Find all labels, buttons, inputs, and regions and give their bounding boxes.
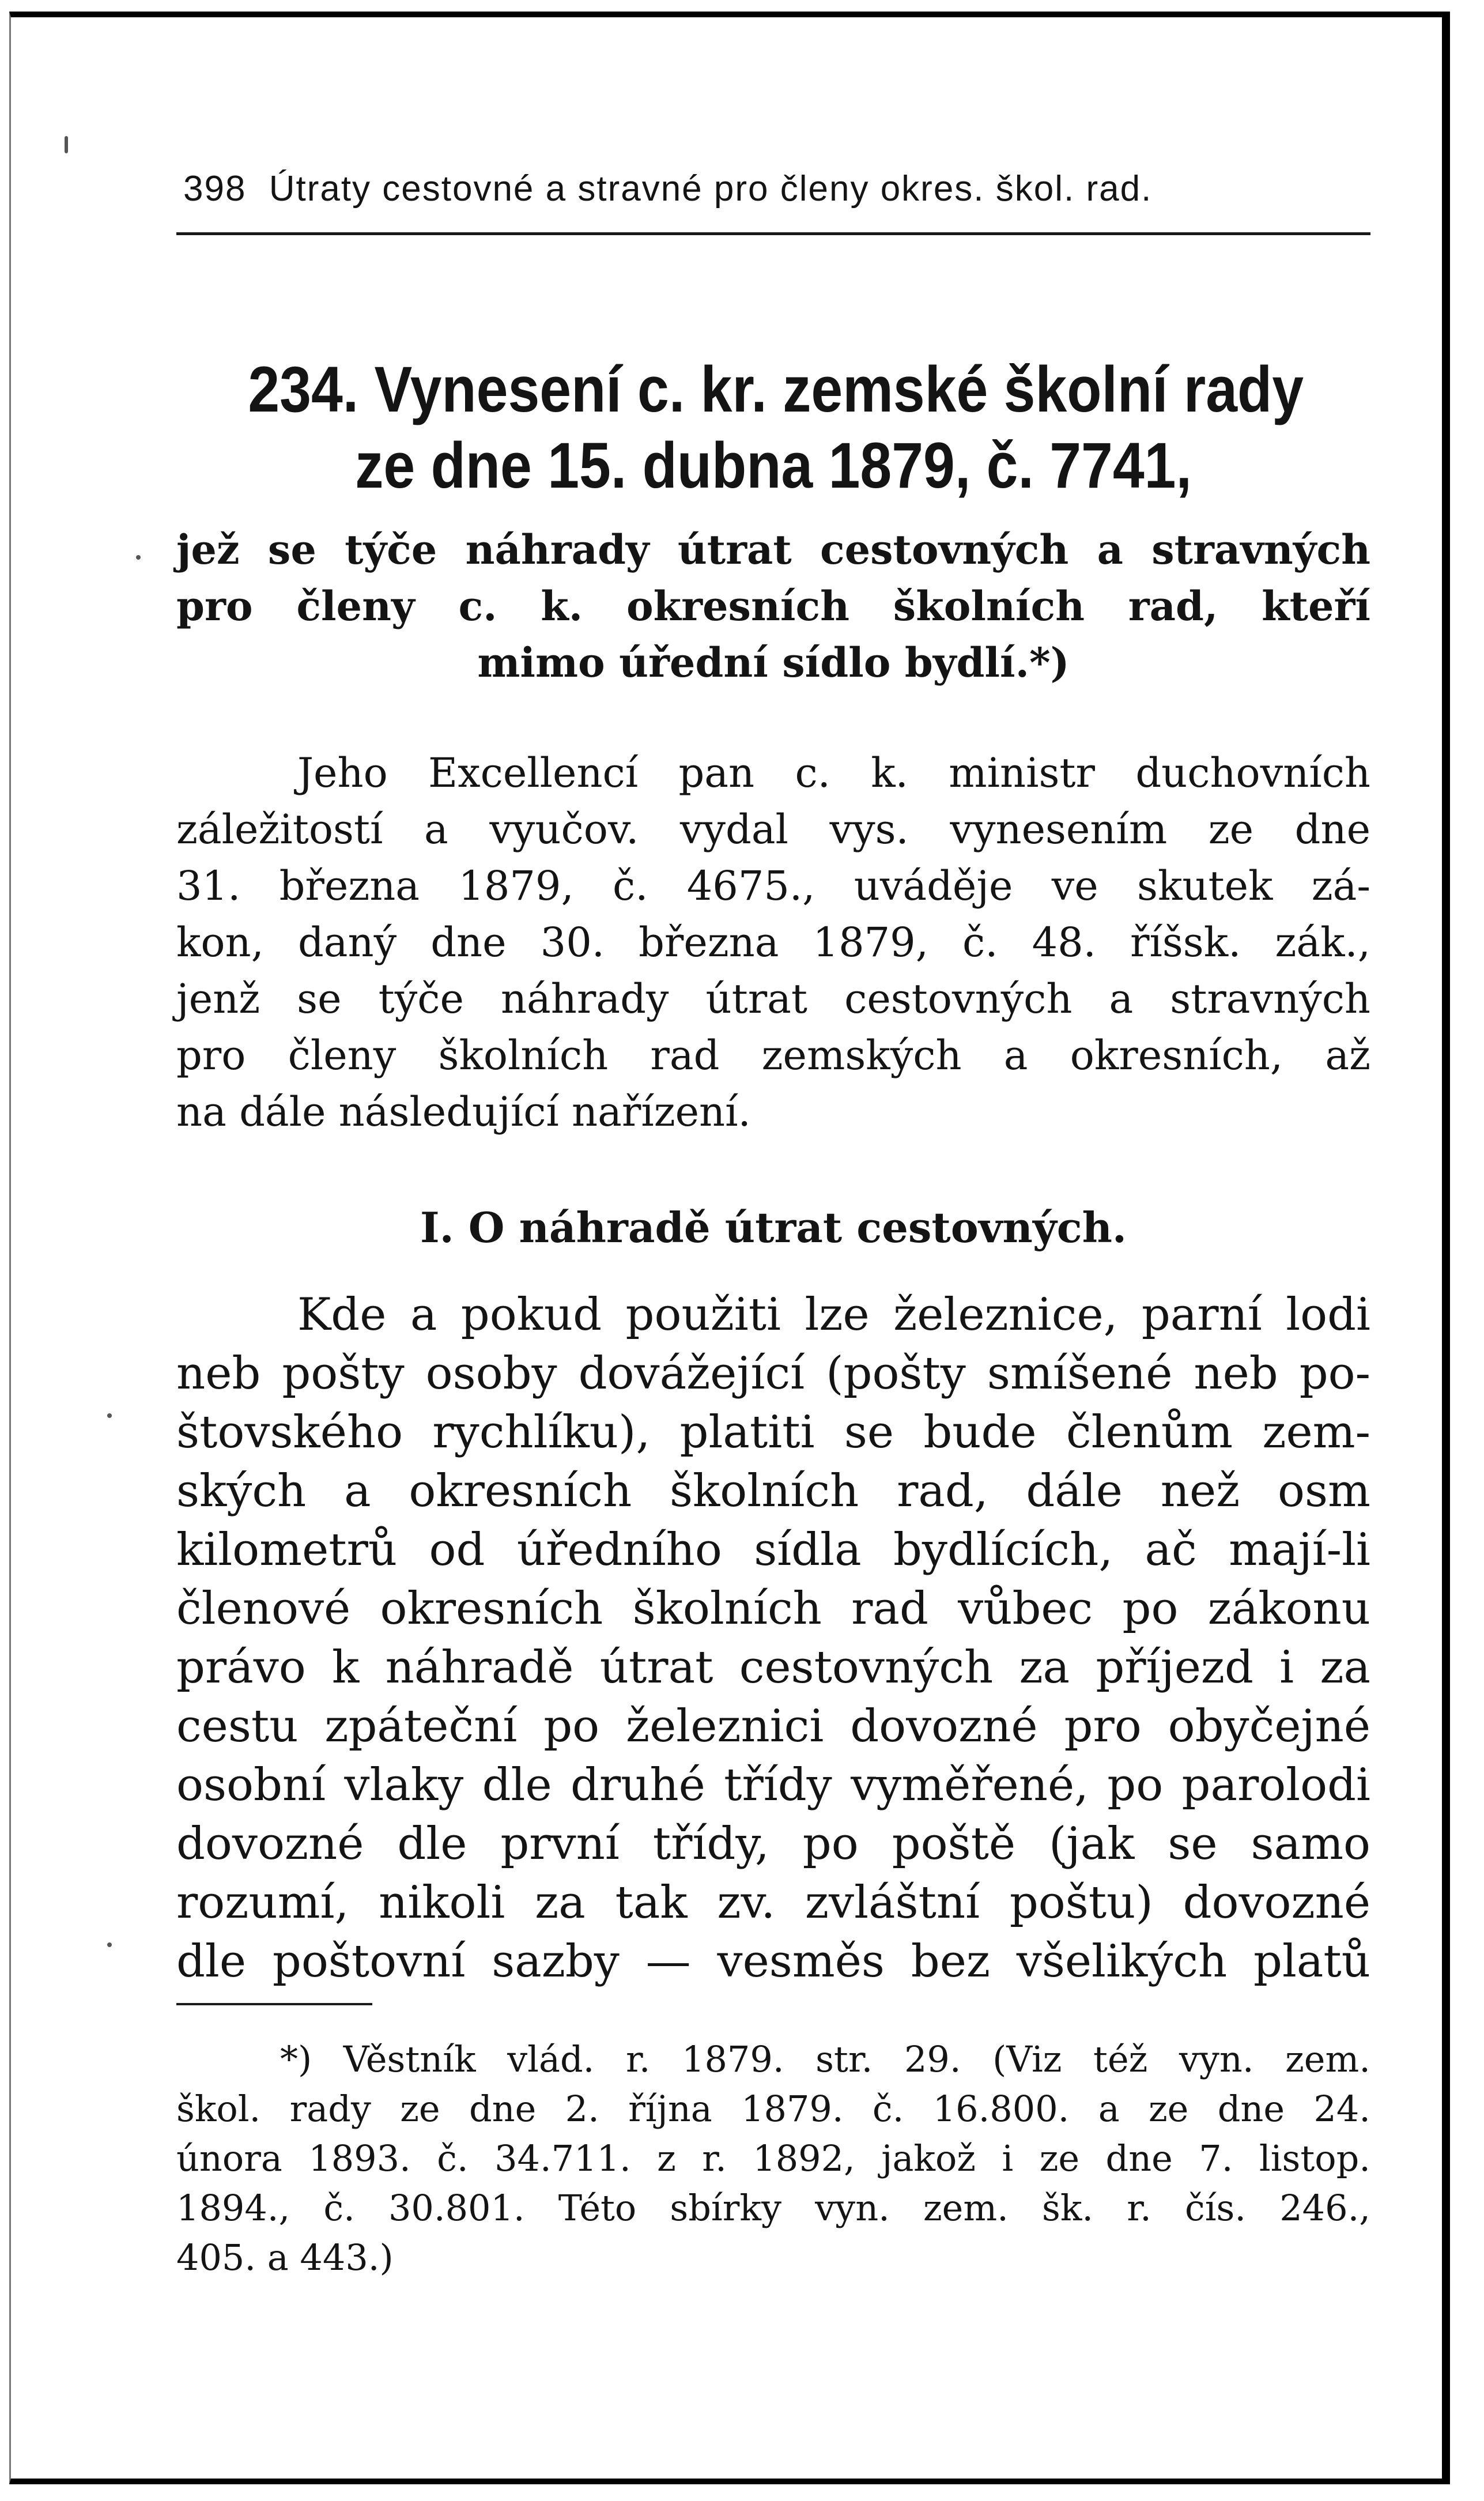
scan-speck (65, 136, 68, 153)
text-line: cestu zpáteční po železnici dovozné pro obyčejné (176, 1700, 1370, 1752)
text-line: kon, daný dne 30. března 1879, č. 48. říšsk. zák., (176, 919, 1370, 966)
paragraph-intro (176, 745, 1370, 1140)
text-line: štovského rychlíku), platiti se bude členům zem- (176, 1406, 1370, 1458)
footnote-line: škol. rady ze dne 2. října 1879. č. 16.800. a ze dne 24. (176, 2088, 1370, 2130)
footnote (176, 2035, 1370, 2283)
paragraph-travel-costs (176, 1285, 1370, 1991)
subtitle-line: pro členy c. k. okresních školních rad, kteří (176, 582, 1370, 630)
subtitle-line: jež se týče náhrady útrat cestovných a stravných (176, 526, 1370, 574)
text-line: ských a okresních školních rad, dále než osm (176, 1465, 1370, 1517)
footnote-line: února 1893. č. 34.711. z r. 1892, jakož i ze dne 7. listop. (176, 2137, 1370, 2179)
document-title (248, 352, 1304, 504)
footnote-line: 405. a 443.) (176, 2236, 394, 2279)
page-number: 398 (183, 169, 247, 209)
text-line: 31. března 1879, č. 4675., uváděje ve skutek zá- (176, 862, 1370, 910)
title-line: 234. Vynesení c. kr. zemské školní rady (248, 353, 1304, 425)
scan-speck (107, 1413, 112, 1418)
text-line: právo k náhradě útrat cestovných za příjezd i za (176, 1642, 1370, 1693)
scan-speck (107, 1942, 112, 1947)
text-line: na dále následující nařízení. (176, 1088, 751, 1136)
text-line: jenž se týče náhrady útrat cestovných a stravných (176, 975, 1370, 1023)
title-line: ze dne 15. dubna 1879, č. 7741, (355, 429, 1192, 501)
section-heading: I. O náhradě útrat cestovných. (420, 1203, 1127, 1252)
text-line: Kde a pokud použiti lze železnice, parní lodi (297, 1289, 1370, 1341)
footnote-line: 1894., č. 30.801. Této sbírky vyn. zem. šk. r. čís. 246., (176, 2187, 1370, 2229)
text-line: členové okresních školních rad vůbec po zákonu (176, 1583, 1370, 1635)
running-header (183, 168, 1370, 209)
footnote-line: *) Věstník vlád. r. 1879. str. 29. (Viz též vyn. zem. (280, 2038, 1370, 2080)
running-title: Útraty cestovné a stravné pro členy okres. škol. rad. (269, 169, 1153, 209)
text-line: kilometrů od úředního sídla bydlících, ač mají-li (176, 1524, 1370, 1576)
subtitle-line: mimo úřední sídlo bydlí.*) (477, 639, 1070, 686)
header-rule (176, 232, 1370, 235)
text-line: neb pošty osoby dovážející (pošty smíšené neb po- (176, 1348, 1370, 1399)
footnote-rule (176, 2003, 372, 2005)
text-line: dovozné dle první třídy, po poště (jak se samo (176, 1818, 1370, 1870)
text-line: rozumí, nikoli za tak zv. zvláštní poštu) dovozné (176, 1877, 1370, 1929)
text-line: dle poštovní sazby — vesměs bez všelikých platů (176, 1936, 1370, 1987)
text-line: záležitostí a vyučov. vydal vys. vynesením ze dne (176, 806, 1370, 853)
scan-speck (136, 555, 141, 560)
text-line: osobní vlaky dle druhé třídy vyměřené, po parolodi (176, 1759, 1370, 1811)
document-subtitle (176, 522, 1370, 691)
text-line: Jeho Excellencí pan c. k. ministr duchovních (297, 749, 1370, 797)
text-line: pro členy školních rad zemských a okresních, až (176, 1032, 1370, 1079)
